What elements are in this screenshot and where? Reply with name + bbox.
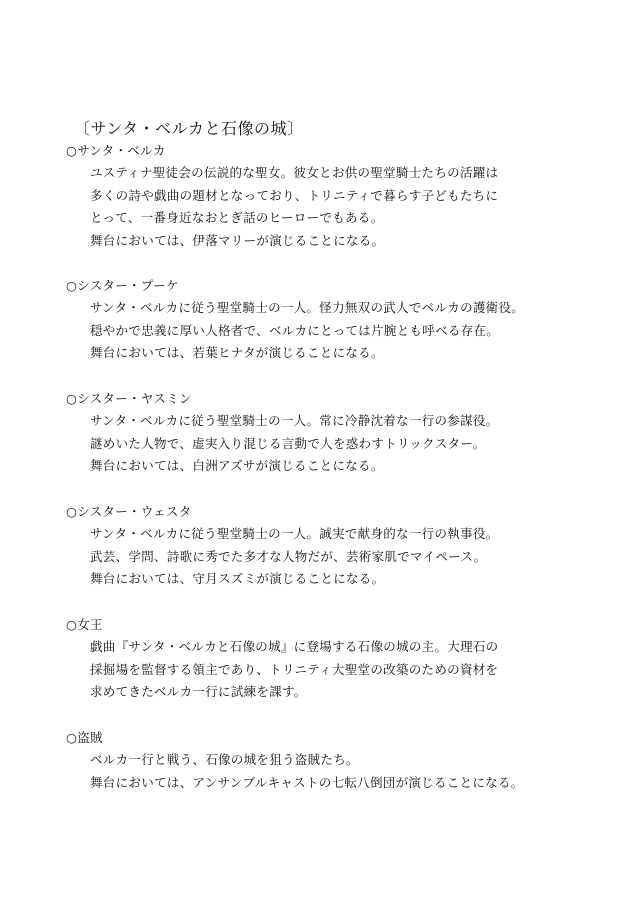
section-sister-vesta [66,504,606,591]
description-line: 戯曲『サンタ・ベルカと石像の城』に登場する石像の城の主。大理石の [90,639,499,654]
section-queen [66,617,606,704]
section-santa-belka [66,143,606,252]
section-sister-puke [66,278,606,365]
section-heading: ○女王 [66,617,103,632]
description-line: 謎めいた人物で、虚実入り混じる言動で人を惑わすトリックスター。 [90,435,486,451]
cast-line: 舞台においては、白洲アズサが演じることになる。 [90,458,384,473]
cast-line: 舞台においては、若葉ヒナタが演じることになる。 [90,345,384,360]
description-line: サンタ・ベルカに従う聖堂騎士の一人。誠実で献身的な一行の執事役。 [90,526,499,541]
description-line: ベルカ一行と戦う、石像の城を狙う盗賊たち。 [90,752,359,767]
description-line: ユスティナ聖徒会の伝説的な聖女。彼女とお供の聖堂騎士たちの活躍は [90,165,499,180]
cast-line: 舞台においては、アンサンブルキャストの七転八倒団が演じることになる。 [90,774,524,790]
section-bandits [66,730,606,794]
document-title: 〔サンタ・ベルカと石像の城〕 [74,119,304,138]
description-line: サンタ・ベルカに従う聖堂騎士の一人。常に冷静沈着な一行の参謀役。 [90,413,499,428]
description-line: 穏やかで忠義に厚い人格者で、ベルカにとっては片腕とも呼べる存在。 [90,322,500,338]
section-heading: ○シスター・プーケ [66,278,179,293]
section-heading: ○シスター・ウェスタ [66,504,192,519]
description-line: 求めてきたベルカ一行に試練を課す。 [90,684,307,699]
description-line: 武芸、学問、詩歌に秀でた多才な人物だが、芸術家肌でマイペース。 [90,548,487,564]
description-line: 採掘場を監督する領主であり、トリニティ大聖堂の改築のための資材を [90,661,499,677]
section-heading: ○サンタ・ベルカ [66,143,166,158]
cast-line: 舞台においては、守月スズミが演じることになる。 [90,571,385,586]
cast-line: 舞台においては、伊落マリーが演じることになる。 [90,232,385,248]
section-heading: ○盗賊 [66,730,103,745]
section-sister-yasmin [66,391,606,478]
section-heading: ○シスター・ヤスミン [66,391,192,406]
description-line: 多くの詩や戯曲の題材となっており、トリニティで暮らす子どもたちに [90,187,499,203]
description-line: サンタ・ベルカに従う聖堂騎士の一人。怪力無双の武人でベルカの護衛役。 [90,300,525,315]
description-line: とって、一番身近なおとぎ話のヒーローでもある。 [90,210,384,225]
